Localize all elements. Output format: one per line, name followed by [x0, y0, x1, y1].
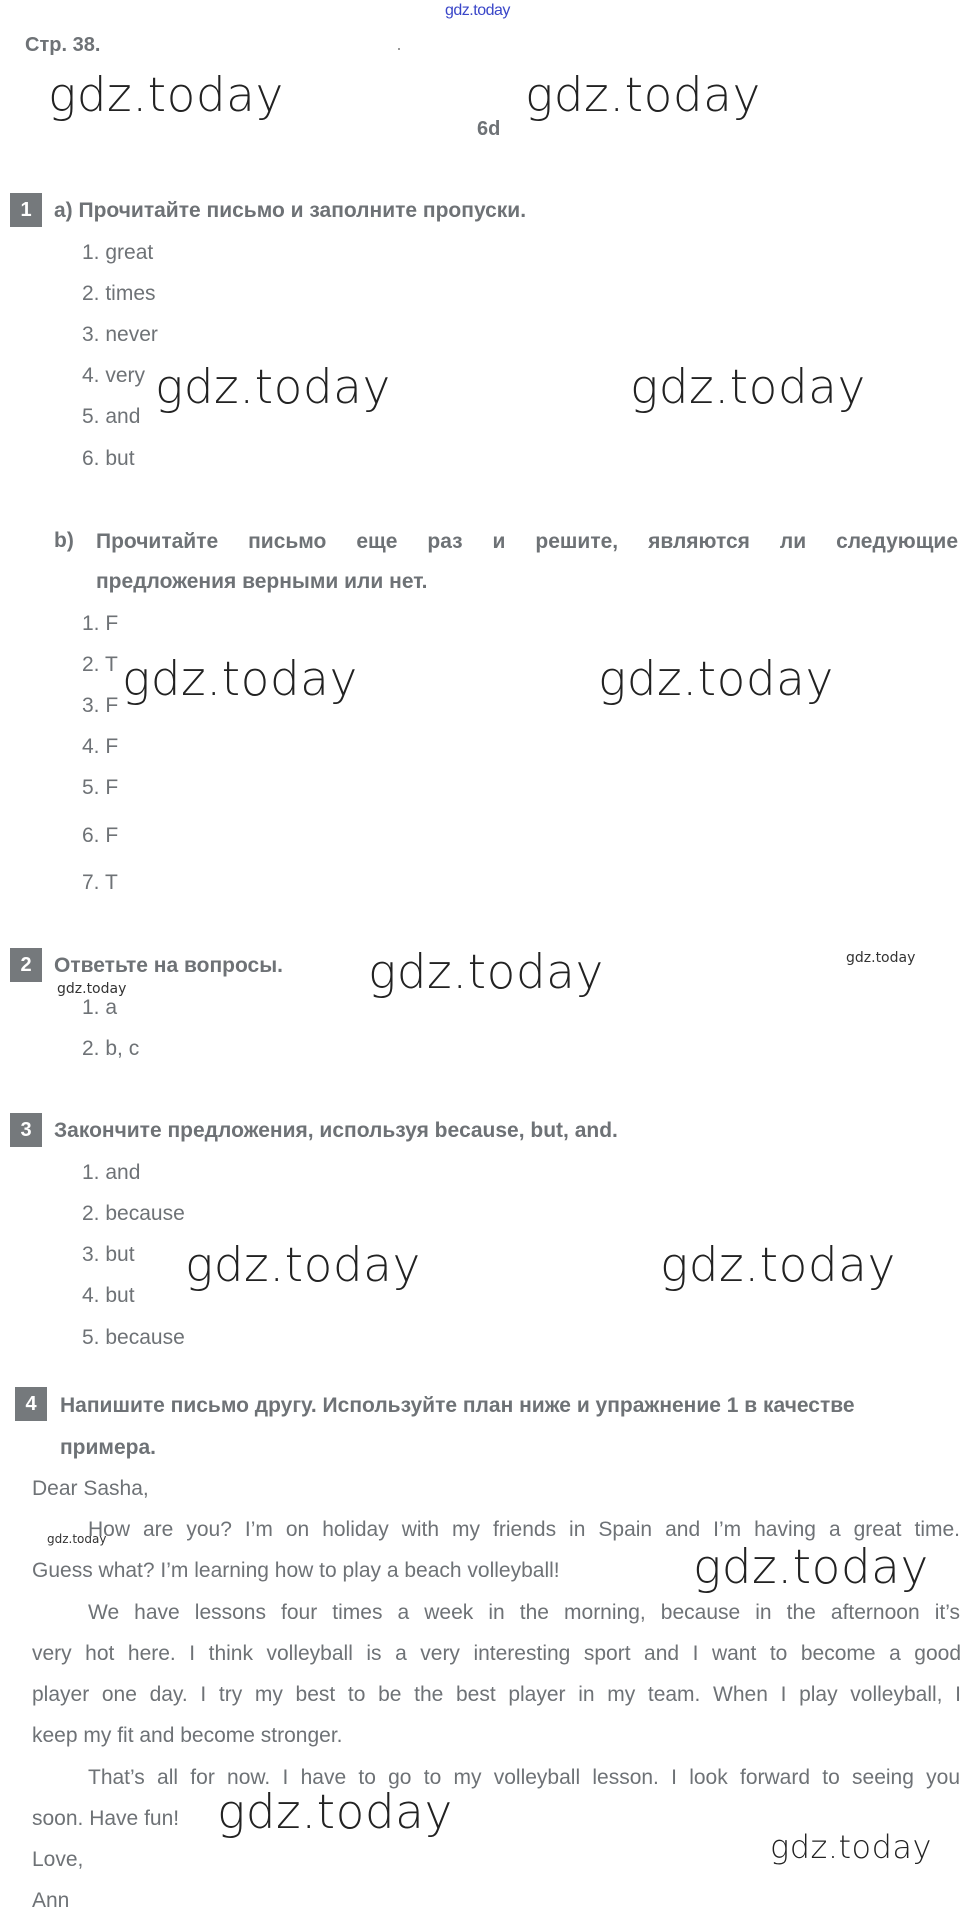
watermark: gdz.today: [122, 652, 358, 707]
task2-heading: Ответьте на вопросы.: [54, 954, 283, 977]
letter-signature: Ann: [32, 1889, 70, 1912]
letter-line: keep my fit and become stronger.: [32, 1724, 343, 1747]
task-number-1: 1: [10, 193, 42, 227]
letter-line: How are you? I’m on holiday with my friends in Spain and I’m having a great time.: [88, 1518, 960, 1541]
list-item: 1. a: [82, 996, 118, 1019]
watermark-small: gdz.today: [846, 950, 916, 966]
list-item: 4. but: [82, 1284, 135, 1307]
list-item: 2. b, c: [82, 1037, 140, 1060]
task1-b-heading-line2: предложения верными или нет.: [96, 570, 428, 593]
list-item: 3. F: [82, 694, 119, 717]
page-label: Стр. 38.: [25, 34, 101, 56]
watermark: gdz.today: [217, 1785, 453, 1840]
letter-line: soon. Have fun!: [32, 1807, 180, 1830]
watermark-small: gdz.today: [57, 981, 127, 997]
list-item: 4. very: [82, 364, 146, 387]
list-item: 2. times: [82, 282, 156, 305]
letter-line: player one day. I try my best to be the best player in my team. When I play volleyball, I: [32, 1683, 961, 1706]
list-item: 3. but: [82, 1243, 135, 1266]
task4-heading-line1: Напишите письмо другу. Используйте план ниже и упражнение 1 в качестве: [60, 1394, 855, 1417]
watermark: gdz.today: [630, 360, 866, 415]
task-number-3: 3: [10, 1113, 42, 1147]
task1-a-heading: a) Прочитайте письмо и заполните пропуски.: [54, 199, 527, 222]
letter-line: Guess what? I’m learning how to play a beach volleyball!: [32, 1559, 560, 1582]
list-item: 5. and: [82, 405, 141, 428]
list-item: 7. T: [82, 871, 118, 894]
watermark-small: gdz.today: [47, 1532, 107, 1546]
list-item: 1. great: [82, 241, 154, 264]
watermark: gdz.today: [368, 945, 604, 1000]
list-item: 4. F: [82, 735, 119, 758]
task3-heading: Закончите предложения, используя because, but, and.: [54, 1119, 618, 1142]
watermark: gdz.today: [185, 1238, 421, 1293]
task4-heading-line2: примера.: [60, 1436, 156, 1459]
watermark: gdz.today: [48, 68, 284, 123]
list-item: 6. but: [82, 447, 135, 470]
letter-closing: Love,: [32, 1848, 84, 1871]
watermark: gdz.today: [525, 68, 761, 123]
task-number-2: 2: [10, 948, 42, 982]
list-item: 5. because: [82, 1326, 185, 1349]
watermark: gdz.today: [598, 652, 834, 707]
watermark: gdz.today: [155, 360, 391, 415]
letter-line: We have lessons four times a week in the morning, because in the afternoon it’s: [88, 1601, 960, 1624]
letter-greeting: Dear Sasha,: [32, 1477, 149, 1500]
site-link[interactable]: gdz.today: [445, 2, 510, 19]
task1-b-heading-line1: Прочитайте письмо еще раз и решите, являются ли следующие: [96, 530, 958, 553]
list-item: 2. T: [82, 653, 118, 676]
watermark: gdz.today: [693, 1540, 929, 1595]
list-item: 3. never: [82, 323, 158, 346]
task1-b-label: b): [54, 529, 74, 552]
list-item: 1. and: [82, 1161, 141, 1184]
letter-line: very hot here. I think volleyball is a very interesting sport and I want to become a good: [32, 1642, 961, 1665]
task-number-4: 4: [15, 1387, 47, 1421]
list-item: 1. F: [82, 612, 119, 635]
list-item: 2. because: [82, 1202, 185, 1225]
watermark: gdz.today: [770, 1828, 932, 1866]
dot-mark: [398, 48, 400, 50]
list-item: 6. F: [82, 824, 119, 847]
letter-line: That’s all for now. I have to go to my volleyball lesson. I look forward to seeing you: [88, 1766, 960, 1789]
section-code: 6d: [477, 118, 501, 140]
list-item: 5. F: [82, 776, 119, 799]
watermark: gdz.today: [660, 1238, 896, 1293]
